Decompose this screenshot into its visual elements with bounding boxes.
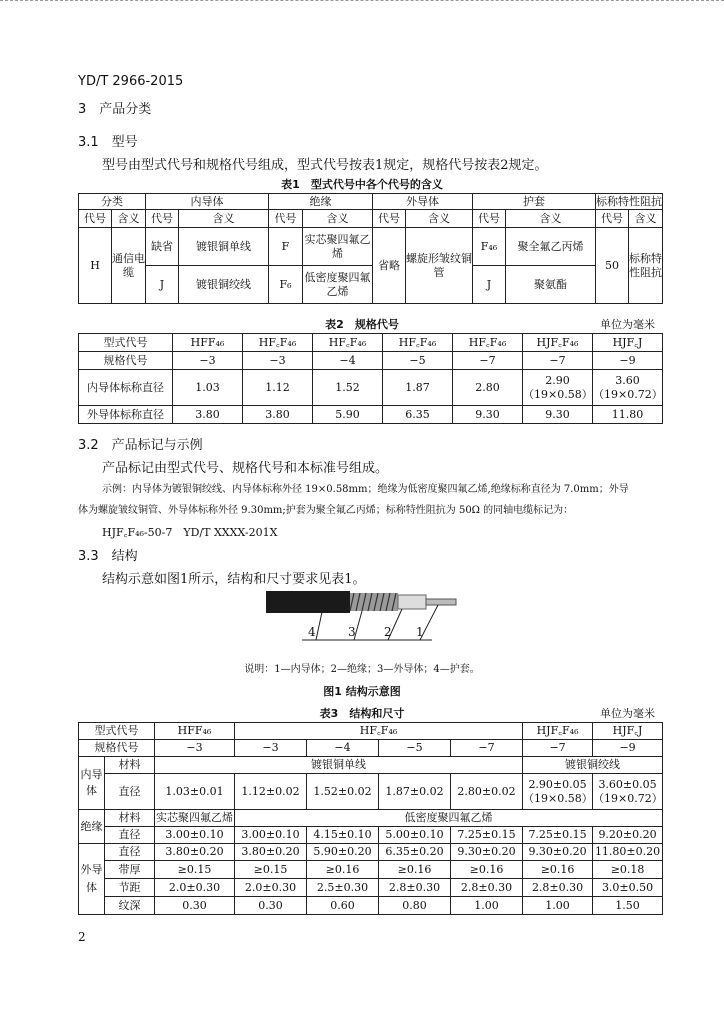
- t3-cell: 1.87±0.02: [379, 774, 451, 810]
- t3-diameter: 直径: [105, 844, 155, 861]
- t3-spec: −3: [235, 740, 307, 757]
- section-3-1-para: 型号由型式代号和规格代号组成，型式代号按表1规定，规格代号按表2规定。: [102, 158, 548, 173]
- t3-h-hjfcf: HJF꜀F₄₆: [523, 723, 593, 740]
- t3-spec: 规格代号: [79, 740, 155, 757]
- t3-spec: −3: [155, 740, 235, 757]
- t3-cell: ≥0.15: [155, 861, 235, 879]
- t2-cell: HF꜀F₄₆: [453, 334, 523, 352]
- section-3-2-para: 产品标记由型式代号、规格代号和本标准号组成。: [102, 461, 389, 476]
- t3-spec: −9: [593, 740, 663, 757]
- t3-in-mat2: 镀银铜绞线: [523, 757, 663, 774]
- t3-cell: 9.20±0.20: [593, 827, 663, 844]
- t3-val: 3.60±0.05: [598, 777, 657, 791]
- t2-cell: 外导体标称直径: [79, 406, 173, 424]
- t1-h-class: 分类: [79, 194, 146, 210]
- example-line-2: 体为螺旋皱纹铜管、外导体标称外径 9.30mm;护套为聚全氟乙丙烯；标称特性阻抗为 50Ω 的同轴电缆标记为：: [78, 505, 574, 516]
- t1-out-code: 省略: [373, 228, 406, 304]
- t1-j1-mean: 聚全氟乙丙烯: [506, 228, 596, 266]
- product-mark-example: HJF꜀F₄₆-50-7 YD/T XXXX-201X: [102, 526, 278, 539]
- t1-sub: 代号: [269, 210, 303, 228]
- table2: [78, 333, 663, 424]
- t3-cell: 7.25±0.15: [523, 827, 593, 844]
- t3-cell: 6.35±0.20: [379, 844, 451, 861]
- t1-in1-mean: 镀银铜单线: [179, 228, 269, 266]
- t1-in1-code: 缺省: [146, 228, 179, 266]
- t2-sub: （19×0.72）: [593, 387, 663, 401]
- t2-cell: −3: [173, 352, 243, 370]
- t2-cell: HJF꜀J: [593, 334, 663, 352]
- t1-sub: 含义: [406, 210, 473, 228]
- t3-cell: 2.0±0.30: [235, 879, 307, 897]
- t3-cell: 2.5±0.30: [307, 879, 379, 897]
- t3-pitch: 节距: [105, 879, 155, 897]
- t2-cell: 9.30: [453, 406, 523, 424]
- t3-depth: 纹深: [105, 897, 155, 915]
- t3-cell: 2.8±0.30: [523, 879, 593, 897]
- t2-cell-stacked: [523, 370, 593, 406]
- t2-cell: 3.80: [243, 406, 313, 424]
- t3-cell-stacked: [523, 774, 593, 810]
- section-3-1-title: 3.1 型号: [78, 135, 138, 150]
- t3-cell: 2.8±0.30: [379, 879, 451, 897]
- t3-out-group: 外导体: [79, 844, 105, 915]
- t1-sub: 代号: [79, 210, 112, 228]
- t3-cell: 1.00: [523, 897, 593, 915]
- t2-cell: 1.12: [243, 370, 313, 406]
- t3-cell: 1.50: [593, 897, 663, 915]
- t3-cell: 0.80: [379, 897, 451, 915]
- t1-out-mean: 螺旋形皱纹铜管: [406, 228, 473, 304]
- t2-cell: 6.35: [383, 406, 453, 424]
- t3-cell: 1.12±0.02: [235, 774, 307, 810]
- t1-sub: 代号: [596, 210, 629, 228]
- t3-cell: ≥0.16: [523, 861, 593, 879]
- t2-cell: 型式代号: [79, 334, 173, 352]
- t2-sub: （19×0.58）: [523, 387, 593, 401]
- table3: [78, 722, 663, 915]
- t1-h-inner: 内导体: [146, 194, 269, 210]
- t1-in2-mean: 镀银铜绞线: [179, 266, 269, 304]
- t3-cell: 2.0±0.30: [155, 879, 235, 897]
- t1-class-code: H: [79, 228, 112, 304]
- figure-caption: 图1 结构示意图: [323, 685, 401, 698]
- t2-cell: 1.52: [313, 370, 383, 406]
- t1-h-sheath: 护套: [473, 194, 596, 210]
- t2-cell: −7: [523, 352, 593, 370]
- t1-h-insul: 绝缘: [269, 194, 373, 210]
- t1-z-code: 50: [596, 228, 629, 304]
- t2-cell: −7: [453, 352, 523, 370]
- t3-sub: （19×0.72）: [593, 791, 663, 805]
- t2-cell: HJF꜀F₄₆: [523, 334, 593, 352]
- t3-cell: 3.0±0.50: [593, 879, 663, 897]
- t2-cell: HF꜀F₄₆: [383, 334, 453, 352]
- t1-sub: 代号: [473, 210, 506, 228]
- t3-cell: 2.80±0.02: [451, 774, 523, 810]
- t3-h-type: 型式代号: [79, 723, 155, 740]
- label-2: 2: [384, 625, 392, 639]
- t2-cell: 3.80: [173, 406, 243, 424]
- t3-in-group: 内导体: [79, 757, 105, 810]
- t3-ins-mat1: 实芯聚四氟乙烯: [155, 810, 235, 827]
- t1-sub: 含义: [506, 210, 596, 228]
- t3-spec: −4: [307, 740, 379, 757]
- standard-code: YD/T 2966-2015: [78, 74, 184, 89]
- t2-cell: HF꜀F₄₆: [243, 334, 313, 352]
- label-3: 3: [348, 625, 356, 639]
- table2-caption: 表2 规格代号: [325, 318, 399, 331]
- table3-unit: 单位为毫米: [600, 707, 655, 720]
- t3-diameter: 直径: [105, 827, 155, 844]
- t3-cell: 2.8±0.30: [451, 879, 523, 897]
- scan-edge-line: [0, 0, 724, 3]
- t2-cell: 2.80: [453, 370, 523, 406]
- t2-cell: −9: [593, 352, 663, 370]
- t3-cell: 0.30: [235, 897, 307, 915]
- sheath-layer: [266, 591, 350, 613]
- t1-in2-code: J: [146, 266, 179, 304]
- cable-structure-figure: [262, 585, 462, 645]
- t2-cell: 规格代号: [79, 352, 173, 370]
- t3-cell: 3.00±0.10: [155, 827, 235, 844]
- section-3-3-para: 结构示意如图1所示，结构和尺寸要求见表1。: [102, 572, 366, 587]
- t3-cell: 3.80±0.20: [235, 844, 307, 861]
- t3-sub: （19×0.58）: [523, 791, 593, 805]
- t1-j2-code: J: [473, 266, 506, 304]
- table2-unit: 单位为毫米: [600, 318, 655, 331]
- t2-cell: 内导体标称直径: [79, 370, 173, 406]
- t3-cell: ≥0.16: [307, 861, 379, 879]
- t3-cell: 9.30±0.20: [451, 844, 523, 861]
- label-1: 1: [416, 625, 424, 639]
- t3-cell: 9.30±0.20: [523, 844, 593, 861]
- t2-cell: 1.03: [173, 370, 243, 406]
- t3-h-hfcf: HF꜀F₄₆: [235, 723, 523, 740]
- t3-thickness: 带厚: [105, 861, 155, 879]
- t2-cell: −3: [243, 352, 313, 370]
- t2-cell: 1.87: [383, 370, 453, 406]
- t3-diameter: 直径: [105, 774, 155, 810]
- t1-class-mean: 通信电缆: [112, 228, 146, 304]
- t2-cell: −4: [313, 352, 383, 370]
- t3-val: 2.90±0.05: [528, 777, 587, 791]
- t3-in-mat1: 镀银铜单线: [155, 757, 523, 774]
- t3-cell: 3.00±0.10: [235, 827, 307, 844]
- t1-ins1-mean: 实芯聚四氟乙烯: [303, 228, 373, 266]
- t2-cell: HF꜀F₄₆: [313, 334, 383, 352]
- section-3-2-title: 3.2 产品标记与示例: [78, 438, 203, 453]
- t3-cell: 3.80±0.20: [155, 844, 235, 861]
- t2-cell: 9.30: [523, 406, 593, 424]
- table3-caption: 表3 结构和尺寸: [319, 707, 405, 720]
- t1-sub: 代号: [373, 210, 406, 228]
- t1-z-mean: 标称特性阻抗: [629, 228, 663, 304]
- t1-h-imped: 标称特性阻抗: [596, 194, 662, 208]
- t1-sub: 含义: [303, 210, 373, 228]
- t3-cell: ≥0.16: [379, 861, 451, 879]
- t3-material: 材料: [105, 810, 155, 827]
- t2-cell: 11.80: [593, 406, 663, 424]
- t3-cell: 11.80±0.20: [593, 844, 663, 861]
- t1-h-outer: 外导体: [373, 194, 473, 210]
- t3-cell: 1.00: [451, 897, 523, 915]
- t3-h-hff: HFF₄₆: [155, 723, 235, 740]
- section-3-title: 3 产品分类: [78, 102, 152, 117]
- t3-ins-group: 绝缘: [79, 810, 105, 844]
- t3-cell: 7.25±0.15: [451, 827, 523, 844]
- t3-cell: ≥0.15: [235, 861, 307, 879]
- t1-sub: 代号: [146, 210, 179, 228]
- t2-cell: HFF₄₆: [173, 334, 243, 352]
- t1-ins1-code: F: [269, 228, 303, 266]
- t3-cell: 1.03±0.01: [155, 774, 235, 810]
- t3-spec: −7: [451, 740, 523, 757]
- t3-cell: 4.15±0.10: [307, 827, 379, 844]
- t3-cell: 0.30: [155, 897, 235, 915]
- t3-cell: 1.52±0.02: [307, 774, 379, 810]
- table1: [78, 193, 663, 304]
- insulation-layer: [398, 595, 426, 609]
- t3-cell: 5.00±0.10: [379, 827, 451, 844]
- t3-cell: ≥0.16: [451, 861, 523, 879]
- figure-legend: 说明：1—内导体；2—绝缘；3—外导体；4—护套。: [244, 664, 480, 675]
- t2-cell: 5.90: [313, 406, 383, 424]
- page-number: 2: [78, 930, 86, 944]
- t3-spec: −5: [379, 740, 451, 757]
- t2-cell-stacked: [593, 370, 663, 406]
- t1-sub: 含义: [629, 210, 663, 228]
- t1-sub: 含义: [179, 210, 269, 228]
- section-3-3-title: 3.3 结构: [78, 549, 138, 564]
- table1-caption: 表1 型式代号中各个代号的含义: [281, 178, 443, 191]
- t3-cell: ≥0.18: [593, 861, 663, 879]
- t3-h-hjfcj: HJF꜀J: [593, 723, 663, 740]
- t1-sub: 含义: [112, 210, 146, 228]
- t3-cell: 5.90±0.20: [307, 844, 379, 861]
- t1-ins2-code: F₆: [269, 266, 303, 304]
- t3-spec: −7: [523, 740, 593, 757]
- example-line-1: 示例：内导体为镀银铜绞线、内导体标称外径 19×0.58mm；绝缘为低密度聚四氟乙烯,绝缘标称直径为 7.0mm；外导: [102, 484, 629, 495]
- t3-ins-mat2: 低密度聚四氟乙烯: [235, 810, 663, 827]
- t2-val: 3.60: [615, 373, 640, 387]
- t3-cell: 0.60: [307, 897, 379, 915]
- t1-ins2-mean: 低密度聚四氟乙烯: [303, 266, 373, 304]
- t1-j2-mean: 聚氨酯: [506, 266, 596, 304]
- t3-material: 材料: [105, 757, 155, 774]
- t2-cell: −5: [383, 352, 453, 370]
- inner-conductor: [426, 599, 456, 605]
- t2-val: 2.90: [545, 373, 570, 387]
- t1-j1-code: F₄₆: [473, 228, 506, 266]
- label-4: 4: [308, 625, 316, 639]
- t3-cell-stacked: [593, 774, 663, 810]
